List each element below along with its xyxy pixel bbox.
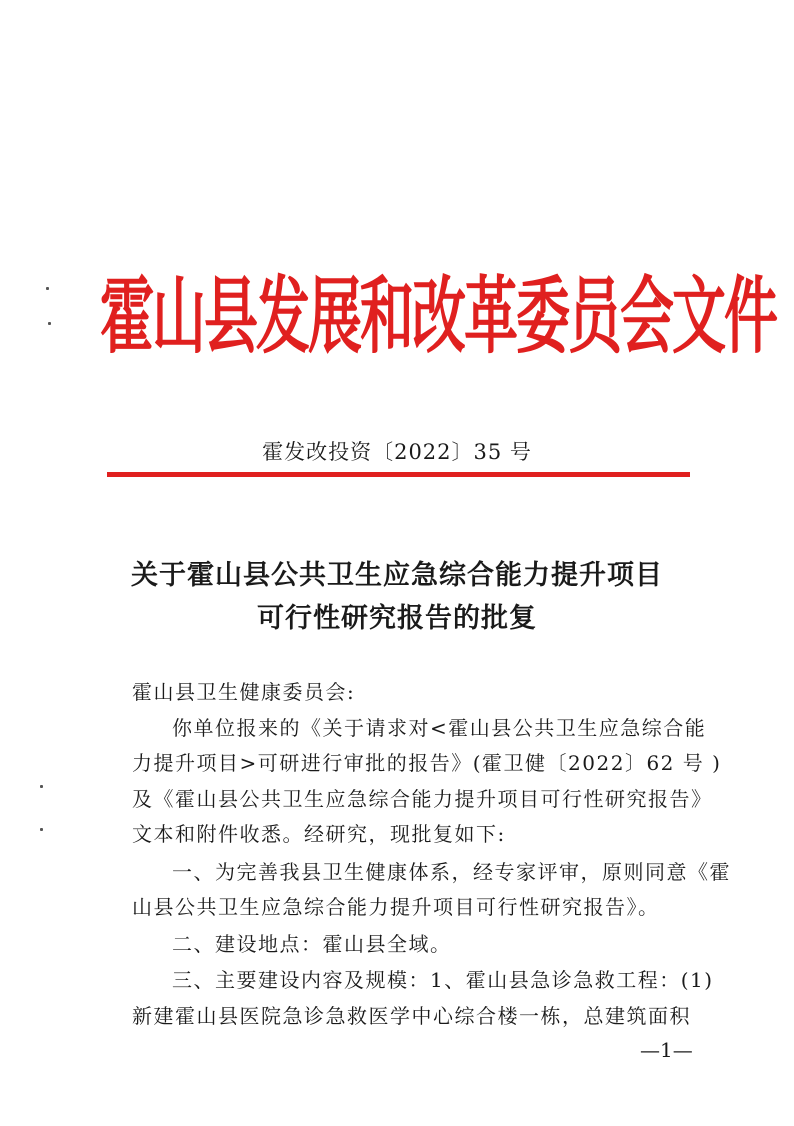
- body-line: 三、主要建设内容及规模：1、霍山县急诊急救工程：(1): [172, 968, 714, 992]
- body-line: 一、为完善我县卫生健康体系，经专家评审，原则同意《霍: [172, 860, 731, 884]
- body-line: 你单位报来的《关于请求对<霍山县公共卫生应急综合能: [172, 716, 707, 740]
- document-title-line-1: 关于霍山县公共卫生应急综合能力提升项目: [131, 560, 663, 591]
- scan-speck: [40, 785, 43, 788]
- body-line: 力提升项目>可研进行审批的报告》(霍卫健〔2022〕62 号 ): [132, 751, 722, 775]
- body-line: 山县公共卫生应急综合能力提升项目可行性研究报告》。: [132, 895, 660, 919]
- scan-speck: [48, 322, 51, 325]
- document-title-line-2: 可行性研究报告的批复: [257, 603, 537, 634]
- scan-speck: [46, 287, 49, 290]
- body-line: 二、建设地点：霍山县全域。: [172, 932, 452, 956]
- document-number: 霍发改投资〔2022〕35 号: [262, 440, 532, 464]
- red-separator-line: [107, 472, 690, 477]
- body-line: 及《霍山县公共卫生应急综合能力提升项目可行性研究报告》: [132, 787, 713, 811]
- salutation: 霍山县卫生健康委员会:: [132, 680, 356, 704]
- page-number: —1—: [640, 1038, 693, 1062]
- body-line: 文本和附件收悉。经研究，现批复如下:: [132, 822, 506, 846]
- body-line: 新建霍山县医院急诊急救医学中心综合楼一栋，总建筑面积: [132, 1004, 691, 1028]
- masthead-title: 霍山县发展和改革委员会文件: [100, 267, 776, 366]
- scan-speck: [40, 828, 43, 831]
